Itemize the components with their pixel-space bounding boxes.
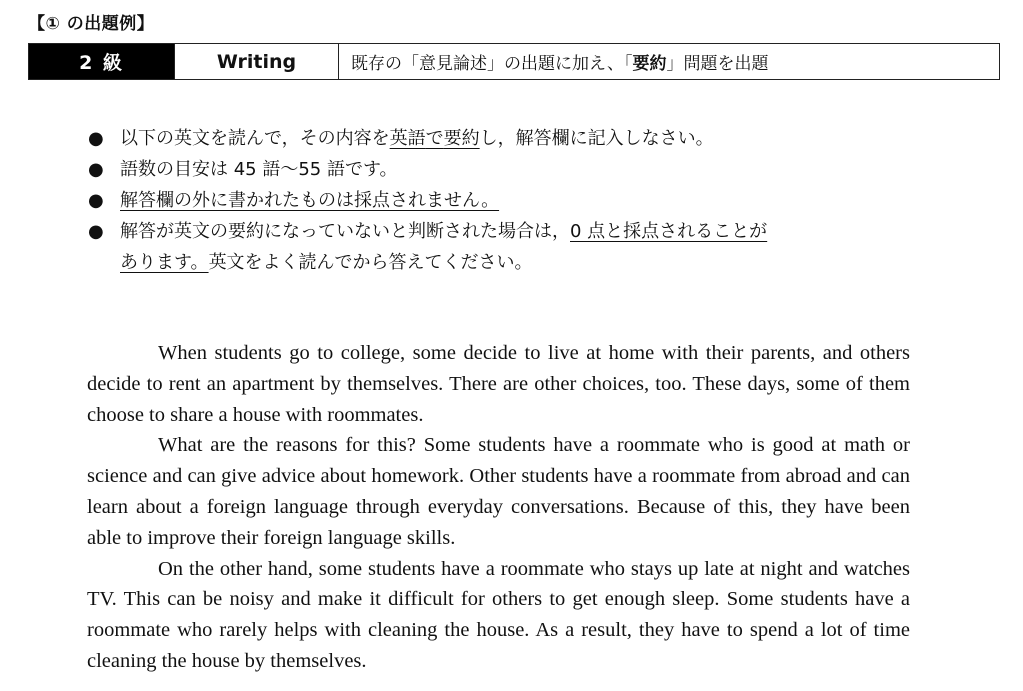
instruction-item (88, 154, 928, 185)
desc-bold: 要約 (632, 54, 667, 74)
instructions-list (88, 123, 928, 278)
underlined-text: で (425, 128, 444, 149)
instruction-item (88, 123, 928, 154)
underlined-text: 解答欄の外に書かれたものは採点されません。 (120, 190, 500, 211)
text-segment: 解答が英文の要約になっていないと判断された場合は， (120, 221, 570, 242)
bullet-icon: ● (88, 159, 104, 180)
instruction-text: 語数の目安は 45 語～55 語です。 (120, 159, 398, 180)
reading-passage (87, 338, 910, 677)
text-segment: 以下の英文を読んで，その内容を (120, 128, 390, 149)
desc-part2: 」問題を出題 (666, 54, 769, 74)
description-cell (339, 44, 999, 79)
instruction-item (88, 185, 928, 216)
skill-cell: Writing (174, 44, 339, 79)
text-segment: 英文をよく読んでから答えてください。 (208, 252, 533, 273)
passage-paragraph: On the other hand, some students have a roommate who stays up late at night and watches TV. This can be noisy and make it difficult for others to get enough sleep. Some students have a roommate who rarely helps with cleaning the house. As a result, they have to spend a lot of time cleaning the house by themselves. (87, 557, 910, 672)
underlined-text: 要約 (443, 128, 480, 149)
instruction-item (88, 216, 928, 278)
desc-part1: 既存の「意見論述」の出題に加え、「 (351, 54, 633, 74)
passage-paragraph: What are the reasons for this? Some students have a roommate who is good at math or science and can give advice about homework. Other students have a roommate from abroad and can learn about a foreign language through everyday conversations. Because of this, they have been able to improve their foreign language skills. (87, 434, 910, 549)
passage-paragraph: When students go to college, some decide to live at home with their parents, and others decide to rent an apartment by themselves. There are other choices, too. These days, some of them choose to share a house with roommates. (87, 342, 910, 426)
bullet-icon: ● (88, 190, 104, 211)
instruction-text (120, 123, 928, 154)
section-title: 【① の出題例】 (28, 14, 155, 34)
bullet-icon: ● (88, 221, 104, 242)
grade-cell: 2 級 (29, 44, 174, 79)
text-segment: し，解答欄に記入しなさい。 (479, 128, 714, 149)
instruction-text (120, 185, 928, 216)
underlined-text: あります。 (120, 252, 209, 273)
exam-header-bar (28, 43, 1000, 80)
underlined-text: 英語 (389, 128, 426, 149)
instruction-text (120, 216, 928, 278)
underlined-text: 0 点と採点されることが (570, 221, 768, 242)
bullet-icon: ● (88, 128, 104, 149)
